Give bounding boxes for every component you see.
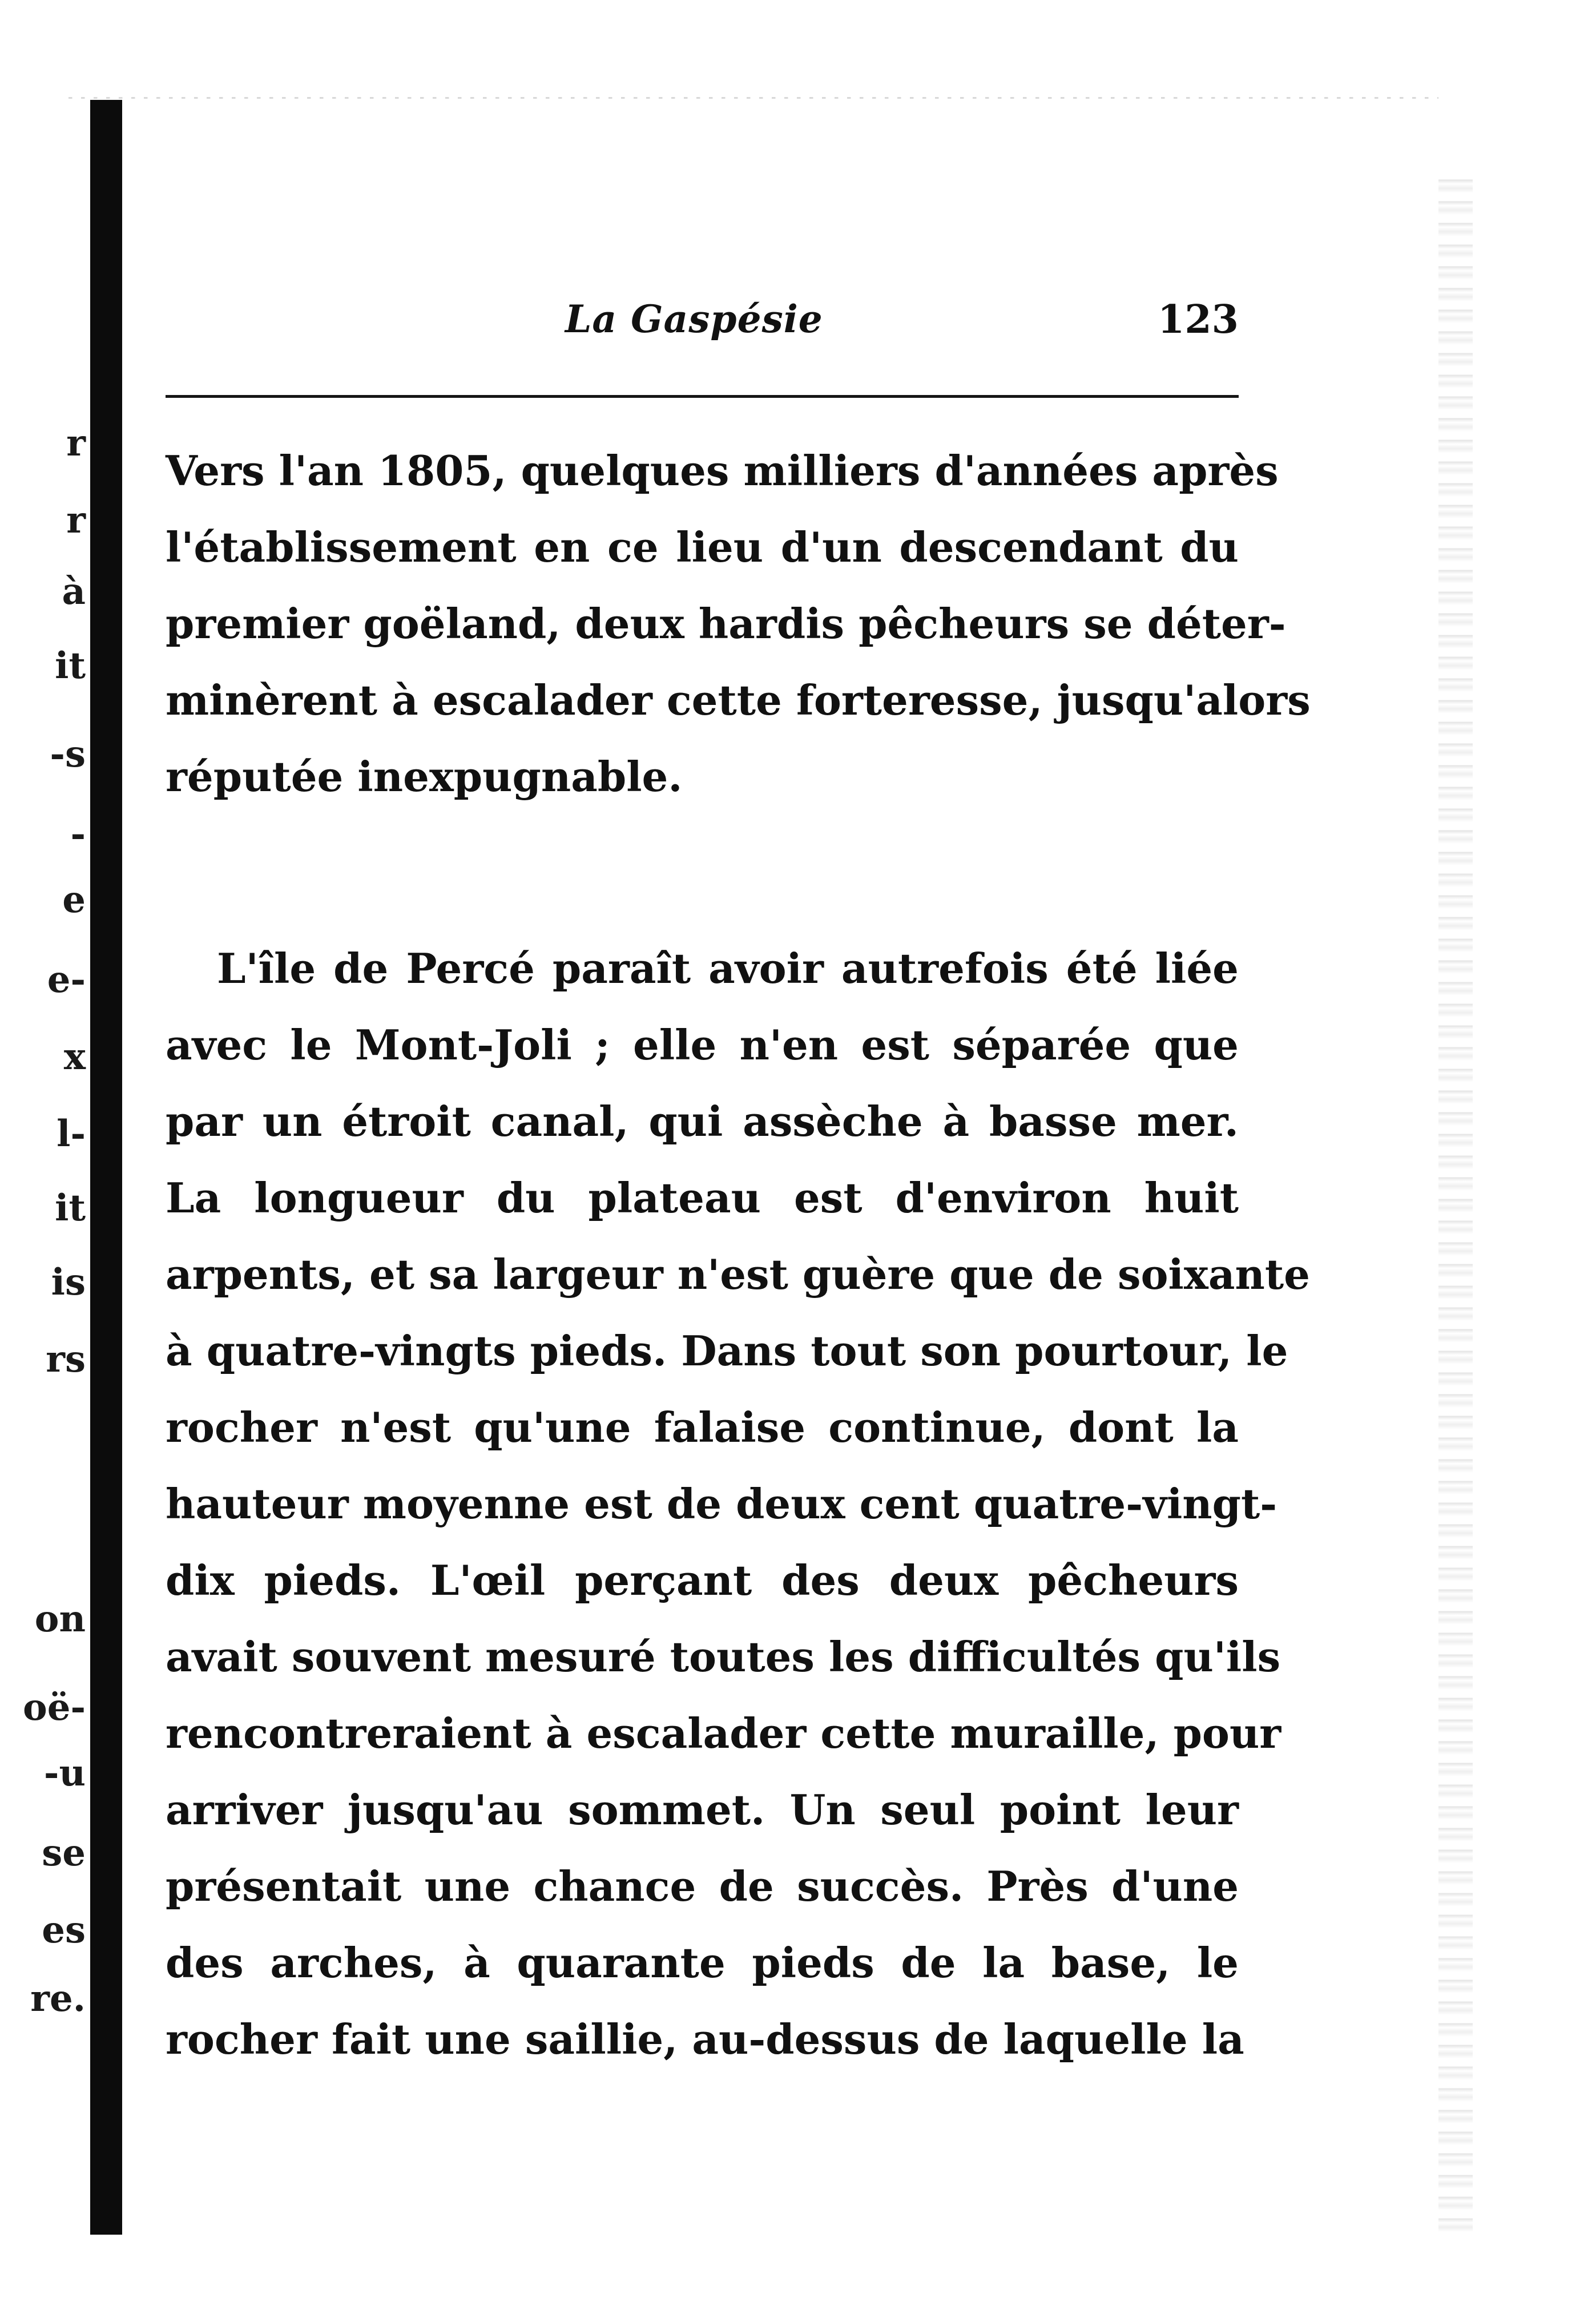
- bleed-fragment: e: [62, 878, 86, 921]
- text-line: l'établissement en ce lieu d'un descendant du: [166, 523, 1239, 571]
- text-line: par un étroit canal, qui assèche à basse mer.: [166, 1097, 1239, 1146]
- text-line: rocher fait une saillie, au-dessus de laquelle la: [166, 2015, 1244, 2063]
- binding-gutter: [90, 100, 122, 2235]
- paragraph-2: [166, 930, 1310, 2078]
- text-line: dix pieds. L'œil perçant des deux pêcheurs: [166, 1556, 1239, 1605]
- text-line: avait souvent mesuré toutes les difficultés qu'ils: [166, 1632, 1281, 1681]
- bleed-fragment: e-: [47, 958, 86, 1001]
- bleed-fragment: -: [70, 813, 86, 856]
- bleed-fragment: on: [34, 1598, 86, 1640]
- text-line: hauteur moyenne est de deux cent quatre-vingt-: [166, 1479, 1277, 1528]
- text-line: rocher n'est qu'une falaise continue, dont la: [166, 1403, 1239, 1452]
- page-number: 123: [1158, 297, 1239, 342]
- text-line: des arches, à quarante pieds de la base, le: [166, 1938, 1239, 1987]
- bleed-fragment: r: [66, 499, 86, 542]
- bleed-fragment: r: [66, 422, 86, 465]
- bleed-fragment: es: [42, 1909, 86, 1952]
- text-line: arpents, et sa largeur n'est guère que de soixante: [166, 1250, 1310, 1299]
- top-page-edge: [68, 97, 1438, 99]
- bleed-fragment: -u: [43, 1752, 86, 1795]
- bleed-fragment: re.: [30, 1977, 86, 2020]
- header-rule: [166, 395, 1239, 398]
- text-line: à quatre-vingts pieds. Dans tout son pourtour, le: [166, 1327, 1288, 1375]
- right-page-edge: [1438, 171, 1473, 2238]
- text-line: Vers l'an 1805, quelques milliers d'années après: [166, 446, 1279, 495]
- running-header: [166, 297, 1239, 348]
- bleed-fragment: it: [55, 644, 86, 687]
- text-line: premier goëland, deux hardis pêcheurs se déter-: [166, 599, 1286, 648]
- text-line: présentait une chance de succès. Près d'une: [166, 1862, 1239, 1910]
- running-title: La Gaspésie: [565, 297, 823, 341]
- text-line: rencontreraient à escalader cette muraille, pour: [166, 1709, 1281, 1757]
- bleed-fragment: is: [51, 1261, 86, 1304]
- bleed-fragment: rs: [46, 1338, 86, 1381]
- bleed-fragment: à: [62, 570, 86, 613]
- bleed-fragment: oë-: [23, 1686, 86, 1729]
- text-line: minèrent à escalader cette forteresse, jusqu'alors: [166, 676, 1311, 724]
- bleed-fragment: l-: [57, 1112, 86, 1155]
- text-line: L'île de Percé paraît avoir autrefois été liée: [217, 944, 1239, 993]
- text-line: arriver jusqu'au sommet. Un seul point leur: [166, 1785, 1239, 1834]
- bleed-fragment: se: [42, 1832, 86, 1874]
- text-line: La longueur du plateau est d'environ huit: [166, 1174, 1239, 1222]
- bleed-fragment: x: [63, 1035, 86, 1078]
- paragraph-1: [166, 433, 1311, 815]
- text-line: avec le Mont-Joli ; elle n'en est séparée que: [166, 1021, 1239, 1069]
- text-line: réputée inexpugnable.: [166, 752, 683, 801]
- bleed-fragment: -s: [50, 733, 86, 776]
- bleed-fragment: it: [55, 1187, 86, 1229]
